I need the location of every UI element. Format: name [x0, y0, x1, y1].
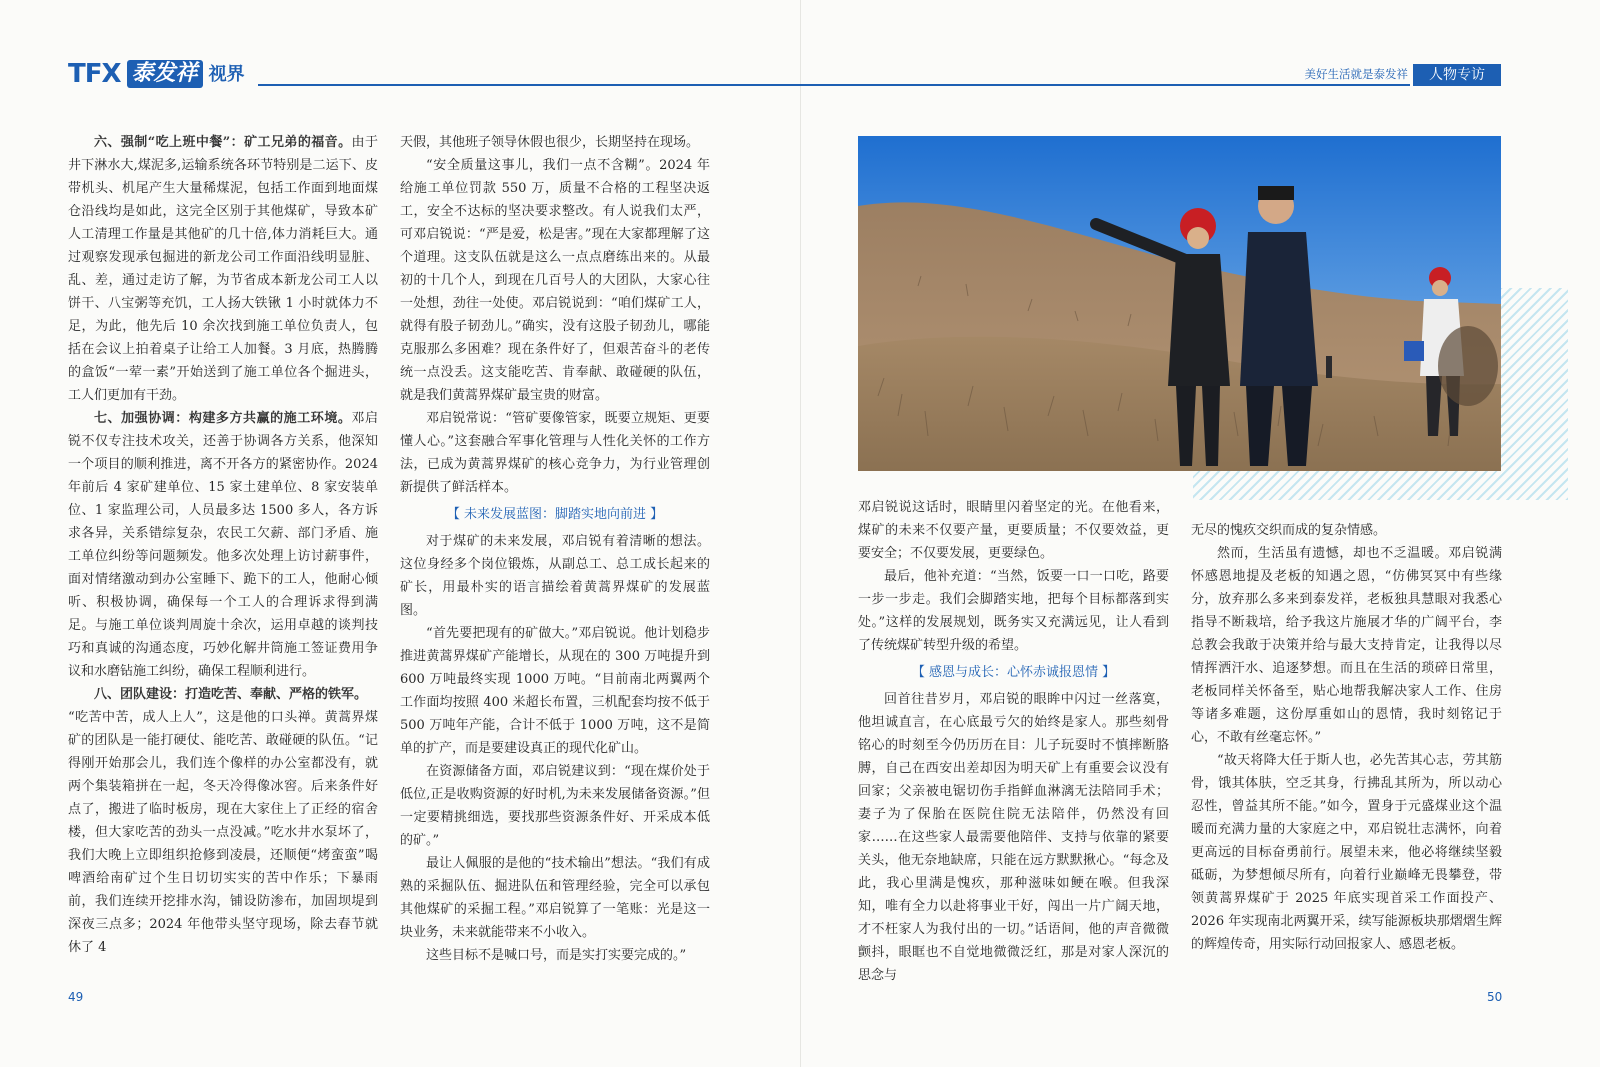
- paragraph: 邓启锐说这话时，眼睛里闪着坚定的光。在他看来，煤矿的未来不仅要产量，更要质量；不仅要效益，更要安全；不仅要发展，更要绿色。: [858, 500, 1169, 561]
- column-3: [858, 496, 1169, 987]
- paragraph-text: 由于井下淋水大,煤泥多,运输系统各环节特别是二运下、皮带机头、机尾产生大量稀煤泥，包括工作面到地面煤仓沿线均是如此，这完全区别于其他煤矿，导致本矿人工清理工作量是其他矿的几十倍,体力消耗巨大。通过观察发现承包掘进的新龙公司工作面沿线明显脏、乱、差，通过走访了解，为节省成本新龙公司工人以饼干、八宝粥等充饥，工人扬大铁锹 1 小时就体力不足，为此，他先后 10 余次找到施工单位负责人，包括在会议上拍着桌子让给工人加餐。3 月底，热腾腾的盒饭“一荤一素”开始送到了施工单位各个掘进头，工人们更加有干劲。: [68, 135, 378, 403]
- section-heading: 【 感恩与成长：心怀赤诚报恩情 】: [911, 665, 1116, 680]
- logo-tfx: TFX: [68, 59, 121, 89]
- paragraph: 对于煤矿的未来发展，邓启锐有着清晰的想法。这位身经多个岗位锻炼，从副总工、总工成长起来的矿长，用最朴实的语言描绘着黄蒿界煤矿的发展蓝图。: [400, 534, 710, 618]
- column-2: [400, 131, 710, 967]
- paragraph: “安全质量这事儿，我们一点不含糊”。2024 年给施工单位罚款 550 万，质量不合格的工程坚决返工，安全不达标的坚决要求整改。有人说我们太严，可邓启锐说：“严是爱，松是害。”现在大家都理解了这个道理。这支队伍就是这么一点点磨练出来的。从最初的十几个人，到现在几百号人的大团队，大家心往一处想，劲往一处使。邓启锐说到：“咱们煤矿工人，就得有股子韧劲儿。”确实，没有这股子韧劲儿，哪能克服那么多困难？现在条件好了，但艰苦奋斗的老传统一点没丢。这支能吃苦、肯奉献、敢碰硬的队伍，就是我们黄蒿界煤矿最宝贵的财富。: [400, 158, 710, 403]
- column-1: [68, 131, 378, 959]
- paragraph-text: 邓启锐不仅专注技术攻关，还善于协调各方关系，他深知一个项目的顺利推进，离不开各方的紧密协作。2024 年前后 4 家矿建单位、15 家土建单位、8 家安装单位、1 家监理公司，人员最多达 1500 多人，各方诉求各异，关系错综复杂，农民工欠薪、部门矛盾、施工单位纠纷等问题频发。他多次处理上访讨薪事件，面对情绪激动到办公室睡下、跪下的工人，他耐心倾听、积极协调，确保每一个工人的合理诉求得到满足。与施工单位谈判周旋十余次，运用卓越的谈判技巧和真诚的沟通态度，巧妙化解井筒施工签证费用争议和水磨钻施工纠纷，确保工程顺利进行。: [68, 411, 378, 679]
- subsection-title: 七、加强协调：构建多方共赢的施工环境。: [94, 411, 352, 426]
- column-4: [1191, 519, 1502, 956]
- paragraph: “故天将降大任于斯人也，必先苦其心志，劳其筋骨，饿其体肤，空乏其身，行拂乱其所为，所以动心忍性，曾益其所不能。”如今，置身于元盛煤业这个温暖而充满力量的大家庭之中，邓启锐壮志满怀，向着更高远的目标奋勇前行。展望未来，他必将继续坚毅砥砺，为梦想倾尽所有，向着行业巅峰无畏攀登，带领黄蒿界煤矿于 2025 年底实现首采工作面投产、2026 年实现南北两翼开采，续写能源板块那熠熠生辉的辉煌传奇，用实际行动回报家人、感恩老板。: [1191, 753, 1502, 952]
- paragraph: 邓启锐常说：“管矿要像管家，既要立规矩、更要懂人心。”这套融合军事化管理与人性化关怀的工作方法，已成为黄蒿界煤矿的核心竞争力，为行业管理创新提供了鲜活样本。: [400, 411, 710, 495]
- header-slogan: 美好生活就是泰发祥: [1304, 67, 1408, 81]
- article-photo: [858, 136, 1501, 471]
- subsection-title: 八、团队建设：打造吃苦、奉献、严格的铁军。: [94, 687, 368, 702]
- paragraph: 在资源储备方面，邓启锐建议到：“现在煤价处于低位,正是收购资源的好时机,为未来发展储备资源。”但一定要精挑细选，要找那些资源条件好、开采成本低的矿。”: [400, 764, 710, 848]
- paragraph: [68, 131, 378, 407]
- section-heading: 【 未来发展蓝图：脚踏实地向前进 】: [446, 507, 664, 522]
- paragraph: “吃苦中苦，成人上人”，这是他的口头禅。黄蒿界煤矿的团队是一能打硬仗、能吃苦、敢碰硬的队伍。“记得刚开始那会儿，我们连个像样的办公室都没有，就两个集装箱拼在一起，冬天冷得像冰窖。后来条件好点了，搬进了临时板房，现在大家住上了正经的宿舍楼，但大家吃苦的劲头一点没减。”吃水井水泵坏了，我们大晚上立即组织抢修到凌晨，还顺便“烤蛮蛮”喝啤酒给南矿过个生日切切实实的苦中作乐；下暴雨前，我们连续开挖排水沟，铺设防渗布，加固坝堤到深夜三点多；2024 年他带头坚守现场，除去春节就休了 4: [68, 710, 378, 955]
- paragraph: [68, 407, 378, 683]
- logo-suffix: 视界: [208, 64, 245, 85]
- magazine-logo: [68, 60, 245, 88]
- subsection-title: 六、强制“吃上班中餐”：矿工兄弟的福音。: [94, 135, 352, 150]
- paragraph: [68, 683, 378, 706]
- paragraph: 天假，其他班子领导休假也很少，长期坚持在现场。: [400, 135, 700, 150]
- page-number-left: 49: [68, 990, 84, 1004]
- paragraph: 最后，他补充道：“当然，饭要一口一口吃，路要一步一步走。我们会脚踏实地，把每个目标都落到实处。”这样的发展规划，既务实又充满远见，让人看到了传统煤矿转型升级的希望。: [858, 569, 1169, 653]
- paragraph: 无尽的愧疚交织而成的复杂情感。: [1191, 523, 1387, 538]
- paragraph: 最让人佩服的是他的“技术输出”想法。“我们有成熟的采掘队伍、掘进队伍和管理经验，完全可以承包其他煤矿的采掘工程。”邓启锐算了一笔账：光是这一块业务，未来就能带来不小收入。: [400, 856, 710, 940]
- paragraph: 然而，生活虽有遗憾，却也不乏温暖。邓启锐满怀感恩地提及老板的知遇之恩，“仿佛冥冥中有些缘分，放弃那么多来到泰发祥，老板独具慧眼对我悉心指导不断栽培，给予我这片施展才华的广阔平台，李总教会我敢于决策并给与最大支持肯定，让我得以尽情挥洒汗水、追逐梦想。而且在生活的琐碎日常里，老板同样关怀备至，贴心地帮我解决家人工作、住房等诸多难题，这份厚重如山的恩情，我时刻铭记于心，不敢有丝毫忘怀。”: [1191, 546, 1502, 745]
- logo-brand: 泰发祥: [127, 60, 203, 88]
- paragraph: “首先要把现有的矿做大。”邓启锐说。他计划稳步推进黄蒿界煤矿产能增长，从现在的 300 万吨提升到 600 万吨最终实现 1000 万吨。“目前南北两翼两个工作面均按照 400 米超长布置，三机配套均按不低于 500 万吨年产能，合计不低于 1000 万吨，这不是简单的扩产，而是要建设真正的现代化矿山。: [400, 626, 710, 756]
- page-number-right: 50: [1487, 990, 1503, 1004]
- paragraph: 回首往昔岁月，邓启锐的眼眸中闪过一丝落寞，他坦诚直言，在心底最亏欠的始终是家人。那些刻骨铭心的时刻至今仍历历在目：儿子玩耍时不慎摔断胳膊，自己在西安出差却因为明天矿上有重要会议没有回家；父亲被电锯切伤手指鲜血淋漓无法陪同手术；妻子为了保胎在医院住院无法陪伴，仍然没有回家……在这些家人最需要他陪伴、支持与依靠的紧要关头，他无奈地缺席，只能在远方默默揪心。“每念及此，我心里满是愧疚，那种滋味如鲠在喉。但我深知，唯有全力以赴将事业干好，闯出一片广阔天地，才不枉家人为我付出的一切。”话语间，他的声音微微颤抖，眼眶也不自觉地微微泛红，那是对家人深沉的思念与: [858, 692, 1169, 983]
- section-tab: 人物专访: [1413, 64, 1501, 86]
- header-rule: [258, 84, 1410, 86]
- page-spine: [800, 0, 801, 1067]
- paragraph: 这些目标不是喊口号，而是实打实要完成的。”: [426, 948, 687, 963]
